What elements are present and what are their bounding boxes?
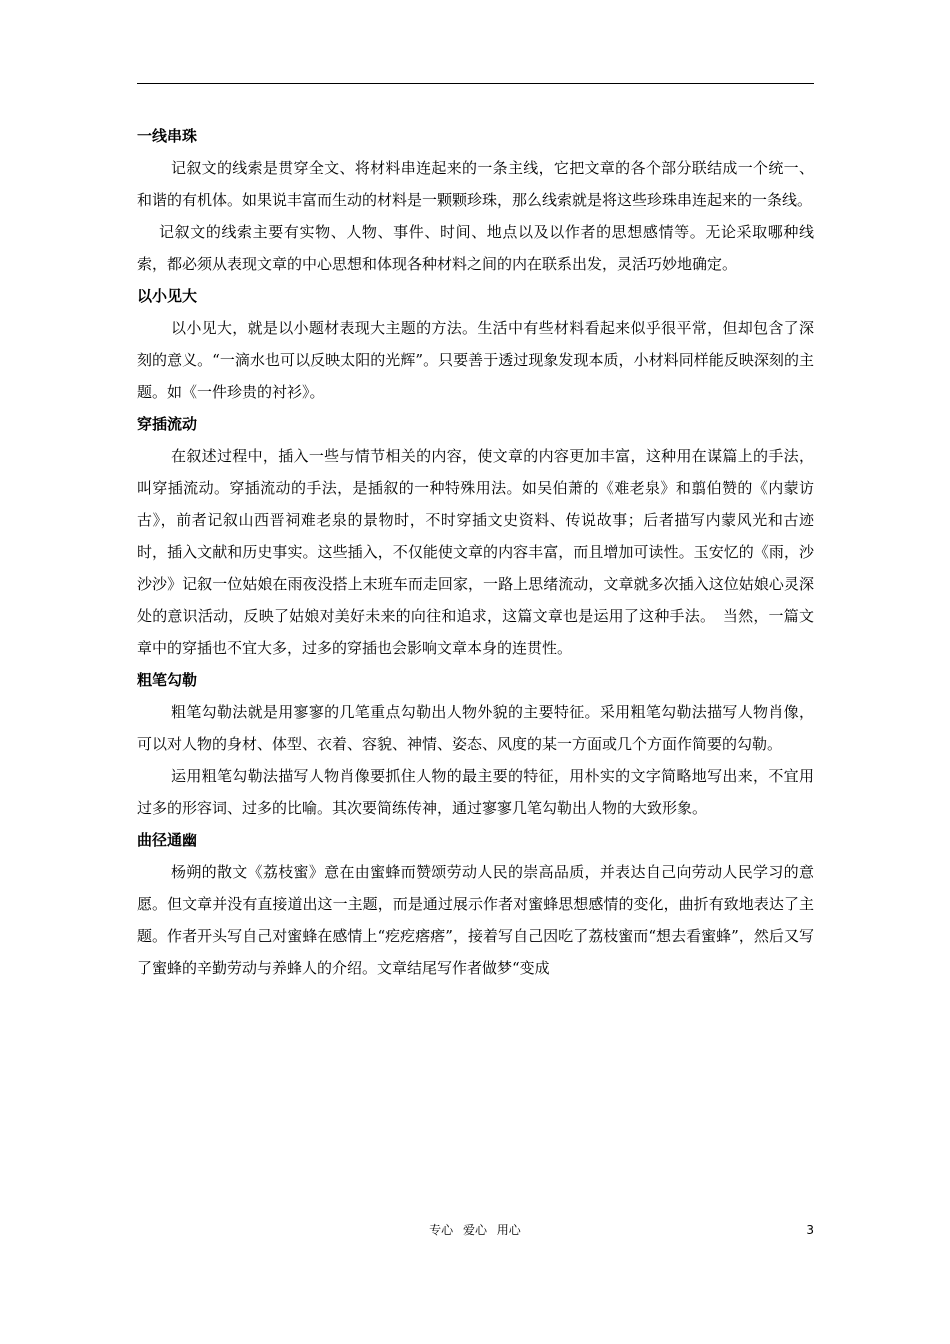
paragraph: 运用粗笔勾勒法描写人物肖像要抓住人物的最主要的特征，用朴实的文字简略地写出来，不宜用过多的形容词、过多的比喻。其次要简练传神，通过寥寥几笔勾勒出人物的大致形象。 — [137, 767, 814, 817]
footer-motto: 专心 爱心 用心 — [429, 1223, 521, 1237]
section-yixian-chuanzhu — [137, 120, 814, 280]
paragraph: 粗笔勾勒法就是用寥寥的几笔重点勾勒出人物外貌的主要特征。采用粗笔勾勒法描写人物肖像，可以对人物的身材、体型、衣着、容貌、神情、姿态、风度的某一方面或几个方面作简要的勾勒。 — [137, 703, 814, 753]
section-heading: 以小见大 — [137, 287, 198, 305]
paragraph: 记叙文的线索主要有实物、人物、事件、时间、地点以及以作者的思想感情等。无论采取哪种线索，都必须从表现文章的中心思想和体现各种材料之间的内在联系出发，灵活巧妙地确定。 — [137, 223, 814, 273]
section-heading: 粗笔勾勒 — [137, 671, 198, 689]
section-yixiao-jianda — [137, 280, 814, 408]
section-heading: 穿插流动 — [137, 415, 198, 433]
section-cubi-gouqin — [137, 664, 814, 824]
paragraph: 以小见大，就是以小题材表现大主题的方法。生活中有些材料看起来似乎很平常，但却包含了深刻的意义。“一滴水也可以反映太阳的光辉”。只要善于透过现象发现本质，小材料同样能反映深刻的主题。如《一件珍贵的衬衫》。 — [137, 319, 814, 401]
paragraph: 记叙文的线索是贯穿全文、将材料串连起来的一条主线，它把文章的各个部分联结成一个统一、和谐的有机体。如果说丰富而生动的材料是一颗颗珍珠，那么线索就是将这些珍珠串连起来的一条线。 — [137, 159, 814, 209]
section-heading: 曲径通幽 — [137, 831, 198, 849]
header-rule — [137, 83, 814, 84]
paragraph: 杨朔的散文《荔枝蜜》意在由蜜蜂而赞颂劳动人民的崇高品质，并表达自己向劳动人民学习的意愿。但文章并没有直接道出这一主题，而是通过展示作者对蜜蜂思想感情的变化，曲折有致地表达了主题。作者开头写自己对蜜蜂在感情上“疙疙瘩瘩”，接着写自己因吃了荔枝蜜而“想去看蜜蜂”，然后又写了蜜蜂的辛勤劳动与养蜂人的介绍。文章结尾写作者做梦“变成 — [137, 863, 814, 977]
paragraph: 在叙述过程中，插入一些与情节相关的内容，使文章的内容更加丰富，这种用在谋篇上的手法，叫穿插流动。穿插流动的手法，是插叙的一种特殊用法。如吴伯萧的《难老泉》和翦伯赞的《内蒙访古》，前者记叙山西晋祠难老泉的景物时，不时穿插文史资料、传说故事；后者描写内蒙风光和古迹时，插入文献和历史事实。这些插入，不仅能使文章的内容丰富，而且增加可读性。玉安忆的《雨，沙沙沙》记叙一位姑娘在雨夜没搭上末班车而走回家，一路上思绪流动，文章就多次插入这位姑娘心灵深处的意识活动，反映了姑娘对美好未来的向往和追求，这篇文章也是运用了这种手法。 当然，一篇文章中的穿插也不宜大多，过多的穿插也会影响文章本身的连贯性。 — [137, 447, 814, 657]
page-number: 3 — [806, 1223, 814, 1237]
section-heading: 一线串珠 — [137, 127, 198, 145]
section-chuancha-liudong — [137, 408, 814, 664]
document-body — [137, 120, 814, 984]
section-qujing-tongyou — [137, 824, 814, 984]
